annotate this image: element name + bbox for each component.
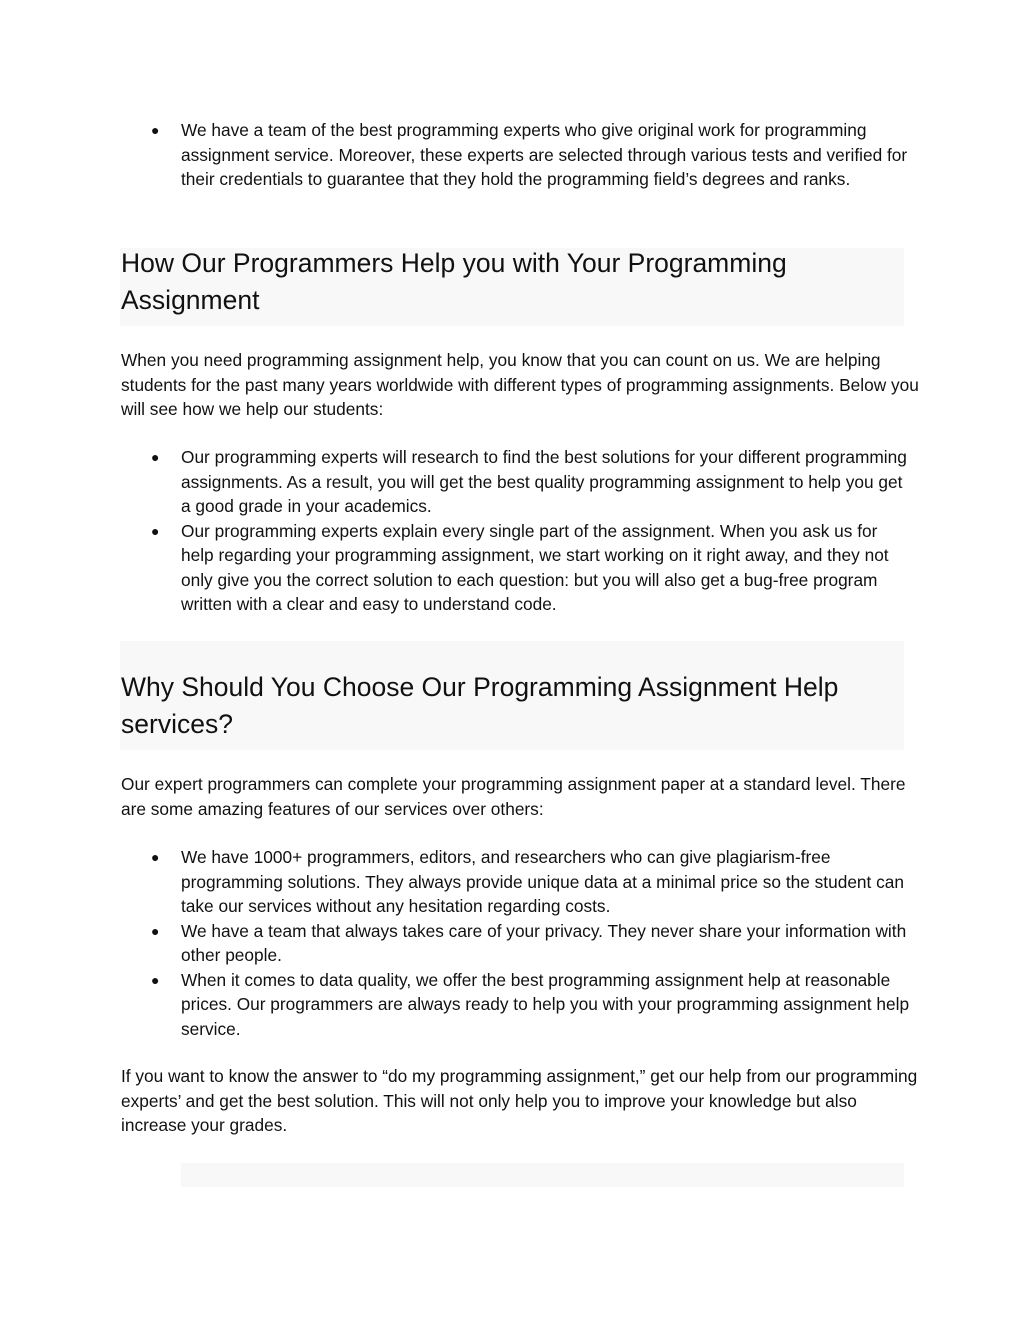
list-item-text: When it comes to data quality, we offer the best programming assignment help at reasonable prices. Our programmers are always ready to help you with your programming assignment help service.	[181, 969, 910, 1039]
shaded-block	[181, 1163, 904, 1187]
list-item-text: Our programming experts will research to find the best solutions for your different programming assignments. As a result, you will get the best quality programming assignment to help you get a good grade in your academics.	[181, 447, 907, 516]
list-item-text: Our programming experts explain every single part of the assignment. When you ask us for help regarding your programming assignment, we start working on it right away, and they not only give you the correct solution to each question: but you will also get a bug-free program written with a clear and easy to understand code.	[181, 520, 889, 614]
list-item	[0, 519, 911, 617]
section-heading: Why Should You Choose Our Programming Assignment Help services?	[121, 672, 839, 739]
list-item	[0, 919, 911, 968]
bullet-icon: ●	[151, 122, 160, 138]
top-bullet-list	[0, 118, 1024, 192]
section2-bullet-list	[0, 845, 1024, 1041]
list-item-text: We have 1000+ programmers, editors, and researchers who can give plagiarism-free programming solutions. They always provide unique data at a minimal price so the student can take our services without any hesitation regarding costs.	[181, 847, 905, 916]
list-item	[0, 968, 911, 1042]
section-heading: How Our Programmers Help you with Your Programming Assignment	[121, 248, 787, 315]
list-item	[0, 845, 911, 919]
bullet-icon: ●	[151, 522, 160, 539]
bullet-icon: ●	[151, 849, 160, 865]
list-item-text: We have a team that always takes care of your privacy. They never share your information with other people.	[181, 920, 907, 965]
closing-paragraph: If you want to know the answer to “do my programming assignment,” get our help from our programming experts’ and get the best solution. This will not only help you to improve your knowledge but also increase your grades.	[121, 1066, 918, 1135]
list-item-text: We have a team of the best programming experts who give original work for programming assignment service. Moreover, these experts are selected through various tests and verified for their credentials to guarantee that they hold the programming field’s degrees and ranks.	[181, 120, 908, 189]
bullet-icon: ●	[151, 971, 160, 988]
bullet-icon: ●	[151, 922, 160, 939]
section-intro-paragraph: Our expert programmers can complete your programming assignment paper at a standard level. There are some amazing features of our services over others:	[121, 774, 906, 819]
list-item	[0, 445, 911, 519]
section1-bullet-list	[0, 445, 1024, 617]
list-item	[0, 118, 911, 192]
bullet-icon: ●	[151, 449, 160, 465]
section-intro-paragraph: When you need programming assignment help, you know that you can count on us. We are helping students for the past many years worldwide with different types of programming assignments. Below you will see how we help our students:	[121, 350, 919, 419]
